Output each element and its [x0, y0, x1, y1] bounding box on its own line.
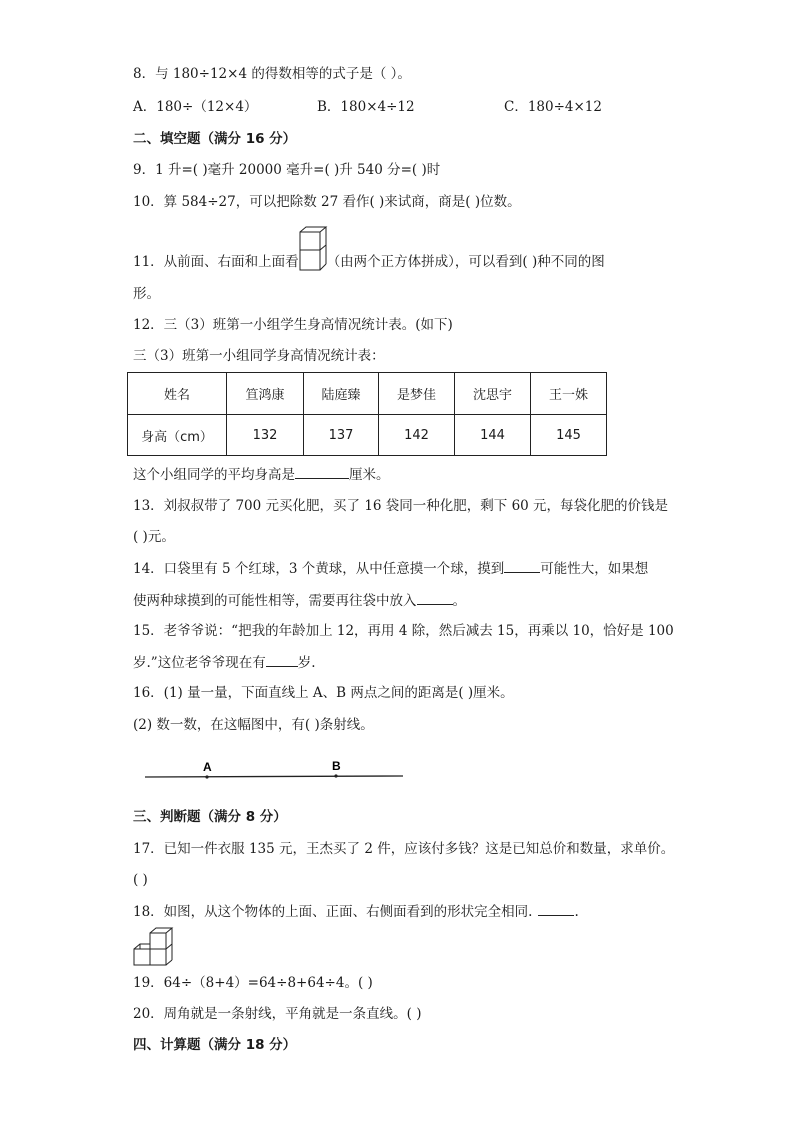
question-8-options	[133, 97, 733, 117]
table-cell: 142	[379, 415, 455, 456]
question-15: 15．老爷爷说：“把我的年龄加上 12，再用 4 除，然后减去 15，再乘以 10，恰好是 100	[133, 623, 674, 639]
q14-text-c: 使两种球摸到的可能性相等，需要再往袋中放入	[133, 593, 417, 609]
question-11-before: 11．从前面、右面和上面看	[133, 254, 299, 270]
option-b: B．180×4÷12	[317, 99, 415, 115]
answer-blank	[295, 464, 349, 479]
table-header-row	[128, 373, 607, 415]
question-10: 10．算 584÷27，可以把除数 27 看作( )来试商，商是( )位数。	[133, 194, 521, 210]
answer-blank	[504, 558, 540, 573]
question-8: 8．与 180÷12×4 的得数相等的式子是（ ）。	[133, 66, 411, 82]
table-caption: 三（3）班第一小组同学身高情况统计表：	[133, 348, 385, 364]
height-stats-table	[127, 372, 607, 456]
question-11-after: （由两个正方体拼成），可以看到( )种不同的图	[326, 254, 605, 270]
table-cell: 身高（cm）	[128, 415, 227, 456]
q14-text-a: 14．口袋里有 5 个红球，3 个黄球，从中任意摸一个球，摸到	[133, 561, 505, 577]
section-4-title: 四、计算题（满分 18 分）	[133, 1037, 297, 1053]
question-14-cont	[133, 590, 466, 611]
question-15-cont	[133, 652, 316, 673]
answer-blank	[417, 590, 453, 605]
option-a: A．180÷（12×4）	[133, 99, 258, 115]
table-header-cell: 陆庭臻	[304, 373, 379, 415]
question-13-cont: ( )元。	[133, 529, 175, 545]
table-header-cell: 姓名	[128, 373, 227, 415]
section-2-title: 二、填空题（满分 16 分）	[133, 131, 297, 147]
q18-text-b: .	[574, 904, 579, 920]
table-cell: 132	[227, 415, 304, 456]
option-c: C．180÷4×12	[504, 99, 602, 115]
label-a: A	[203, 760, 212, 774]
question-12: 12．三（3）班第一小组学生身高情况统计表。(如下)	[133, 317, 453, 333]
question-11-cont: 形。	[133, 286, 160, 302]
table-header-cell: 王一姝	[531, 373, 607, 415]
question-17-cont: ( )	[133, 872, 148, 888]
answer-blank	[266, 652, 298, 667]
table-header-cell: 沈思宇	[455, 373, 531, 415]
point-a	[205, 775, 208, 778]
table-cell: 145	[531, 415, 607, 456]
line-ab-figure	[140, 758, 410, 784]
q14-text-b: 可能性大，如果想	[540, 561, 649, 577]
straight-line	[145, 776, 403, 777]
table-header-cell: 笪鸿康	[227, 373, 304, 415]
question-17: 17．已知一件衣服 135 元，王杰买了 2 件，应该付多钱？这是已知总价和数量，求单价。	[133, 841, 675, 857]
question-16-part-1: 16．(1) 量一量，下面直线上 A、B 两点之间的距离是( )厘米。	[133, 685, 514, 701]
table-cell: 144	[455, 415, 531, 456]
unit-text: 厘米。	[349, 467, 390, 483]
question-14	[133, 558, 648, 579]
answer-blank	[538, 901, 574, 916]
q15-text-a: 岁.”这位老爷爷现在有	[133, 655, 266, 671]
table-cell: 137	[304, 415, 379, 456]
stacked-cubes-icon	[299, 252, 327, 272]
table-header-cell: 是梦佳	[379, 373, 455, 415]
question-13: 13．刘叔叔带了 700 元买化肥，买了 16 袋同一种化肥，剩下 60 元，每袋化肥的价钱是	[133, 498, 669, 514]
question-19: 19．64÷（8+4）=64÷8+64÷4。( )	[133, 975, 373, 991]
q14-text-d: 。	[452, 593, 466, 609]
point-b	[334, 774, 337, 777]
question-11	[133, 252, 605, 272]
section-3-title: 三、判断题（满分 8 分）	[133, 809, 287, 825]
question-18	[133, 901, 579, 922]
average-height-line	[133, 464, 390, 485]
question-20: 20．周角就是一条射线，平角就是一条直线。( )	[133, 1006, 422, 1022]
label-b: B	[332, 759, 341, 773]
average-text: 这个小组同学的平均身高是	[133, 467, 295, 483]
cube-structure-figure	[133, 925, 183, 967]
q15-text-b: 岁.	[297, 655, 316, 671]
question-16-part-2: (2) 数一数，在这幅图中，有( )条射线。	[133, 717, 374, 733]
table-row	[128, 415, 607, 456]
question-9: 9．1 升=( )毫升 20000 毫升=( )升 540 分=( )时	[133, 162, 441, 178]
q18-text-a: 18．如图，从这个物体的上面、正面、右侧面看到的形状完全相同.	[133, 904, 533, 920]
